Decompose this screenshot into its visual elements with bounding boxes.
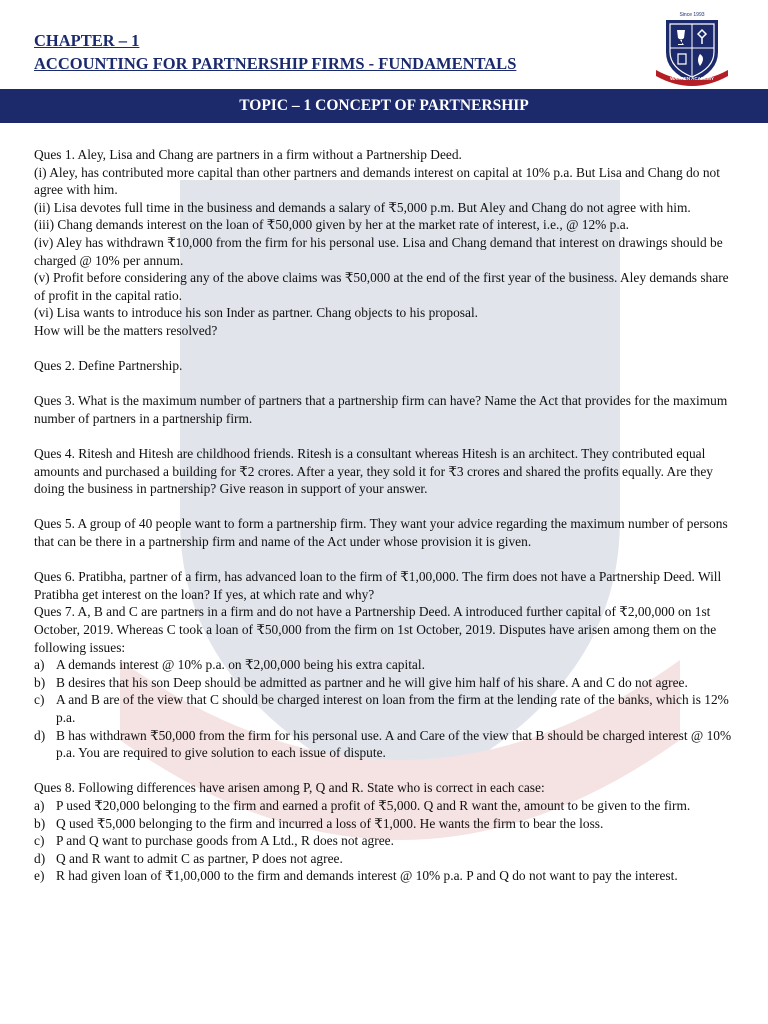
- sub-question-text: P used ₹20,000 belonging to the firm and earned a profit of ₹5,000. Q and R want the, amount to be given to the firm.: [56, 797, 691, 813]
- question-block: [34, 357, 734, 375]
- sub-question-label: d): [34, 850, 46, 866]
- academy-crest-logo: [652, 10, 732, 88]
- question-text: (vi) Lisa wants to introduce his son Inder as partner. Chang objects to his proposal.: [34, 305, 479, 321]
- sub-question-item: [34, 867, 734, 885]
- crest-since-text: Since 1993: [679, 12, 705, 18]
- topic-banner: [0, 89, 768, 123]
- sub-question-text: A and B are of the view that C should be charged interest on loan from the firm at the lending rate of the banks, which is 12% p.a.: [56, 692, 729, 725]
- sub-question-item: [34, 850, 734, 868]
- sub-question-text: A demands interest @ 10% p.a. on ₹2,00,000 being his extra capital.: [56, 657, 425, 673]
- sub-question-label: b): [34, 674, 46, 690]
- question-block: [34, 146, 734, 340]
- question-block: [34, 603, 734, 761]
- sub-question-text: B has withdrawn ₹50,000 from the firm for his personal use. A and Care of the view that B should be charged interest @ 10% p.a. You are required to give solution to each issue of dispute.: [56, 727, 732, 761]
- question-text: (v) Profit before considering any of the above claims was ₹50,000 at the end of the first year of the business. Aley demands share of profit in the capital ratio.: [34, 270, 729, 303]
- topic-title: TOPIC – 1 CONCEPT OF PARTNERSHIP: [239, 97, 529, 114]
- sub-question-text: Q and R want to admit C as partner, P does not agree.: [56, 850, 343, 866]
- chapter-title: ACCOUNTING FOR PARTNERSHIP FIRMS - FUNDAMENTALS: [34, 54, 517, 73]
- question-text: (iii) Chang demands interest on the loan of ₹50,000 given by her at the market rate of interest, i.e., @ 12% p.a.: [34, 217, 629, 233]
- question-block: [34, 392, 734, 427]
- question-text: Ques 7. A, B and C are partners in a firm and do not have a Partnership Deed. A introduced further capital of ₹2,00,000 on 1st October, 2019. Whereas C took a loan of ₹50,000 from the firm on 1st October, 2019. Disputes have arisen among them on the following issues:: [34, 604, 717, 655]
- question-text: (iv) Aley has withdrawn ₹10,000 from the firm for his personal use. Lisa and Chang demand that interest on drawings should be charged @ 10% per annum.: [34, 234, 723, 268]
- question-block: [34, 779, 734, 885]
- sub-question-label: c): [34, 833, 45, 849]
- sub-question-text: P and Q want to purchase goods from A Ltd., R does not agree.: [56, 833, 394, 849]
- question-text: Ques 5. A group of 40 people want to form a partnership firm. They want your advice regarding the maximum number of persons that can be there in a partnership firm and name of the Act under whose provision it is given.: [34, 516, 728, 550]
- sub-question-label: b): [34, 815, 46, 831]
- sub-question-label: d): [34, 727, 46, 743]
- question-text: (i) Aley, has contributed more capital than other partners and demands interest on capital at 10% p.a. But Lisa and Chang do not agree with him.: [34, 164, 720, 198]
- sub-question-label: c): [34, 692, 45, 708]
- sub-question-item: [34, 832, 734, 850]
- question-block: [34, 515, 734, 550]
- sub-question-item: [34, 727, 734, 762]
- sub-question-label: e): [34, 868, 45, 884]
- sub-question-text: B desires that his son Deep should be admitted as partner and he will give him half of his share. A and C do not agree.: [56, 674, 688, 690]
- sub-question-item: [34, 797, 734, 815]
- question-text: (ii) Lisa devotes full time in the business and demands a salary of ₹5,000 p.m. But Aley and Chang do not agree with him.: [34, 199, 691, 215]
- question-text: How will be the matters resolved?: [34, 322, 218, 338]
- sub-question-item: [34, 691, 734, 726]
- sub-question-item: [34, 815, 734, 833]
- sub-question-label: a): [34, 657, 45, 673]
- question-block: [34, 568, 734, 603]
- chapter-header: [34, 29, 516, 75]
- question-text: Ques 6. Pratibha, partner of a firm, has advanced loan to the firm of ₹1,00,000. The firm does not have a Partnership Deed. Will Pratibha get interest on the loan? If yes, at which rate and why?: [34, 569, 722, 602]
- sub-question-text: R had given loan of ₹1,00,000 to the firm and demands interest @ 10% p.a. P and Q do not want to pay the interest.: [56, 868, 678, 884]
- sub-question-item: [34, 656, 734, 674]
- sub-question-label: a): [34, 797, 45, 813]
- sub-question-text: Q used ₹5,000 belonging to the firm and incurred a loss of ₹1,000. He wants the firm to bear the loss.: [56, 815, 604, 831]
- question-block: [34, 445, 734, 498]
- question-text: Ques 8. Following differences have arisen among P, Q and R. State who is correct in each case:: [34, 780, 545, 796]
- question-list: [34, 146, 734, 885]
- crest-name-text: WARREN ACADEMY: [670, 76, 714, 81]
- sub-question-item: [34, 674, 734, 692]
- question-text: Ques 4. Ritesh and Hitesh are childhood friends. Ritesh is a consultant whereas Hitesh is an architect. They contributed equal amounts and purchased a building for ₹2 crores. After a year, they sold it for ₹3 crores and shared the profits equally. Are they doing the business in partnership? Give reason in support of your answer.: [34, 446, 714, 497]
- question-text: Ques 1. Aley, Lisa and Chang are partners in a firm without a Partnership Deed.: [34, 147, 462, 162]
- chapter-number: CHAPTER – 1: [34, 31, 140, 50]
- question-text: Ques 2. Define Partnership.: [34, 358, 183, 374]
- question-text: Ques 3. What is the maximum number of partners that a partnership firm can have? Name the Act that provides for the maximum number of partners in a partnership firm.: [34, 393, 728, 426]
